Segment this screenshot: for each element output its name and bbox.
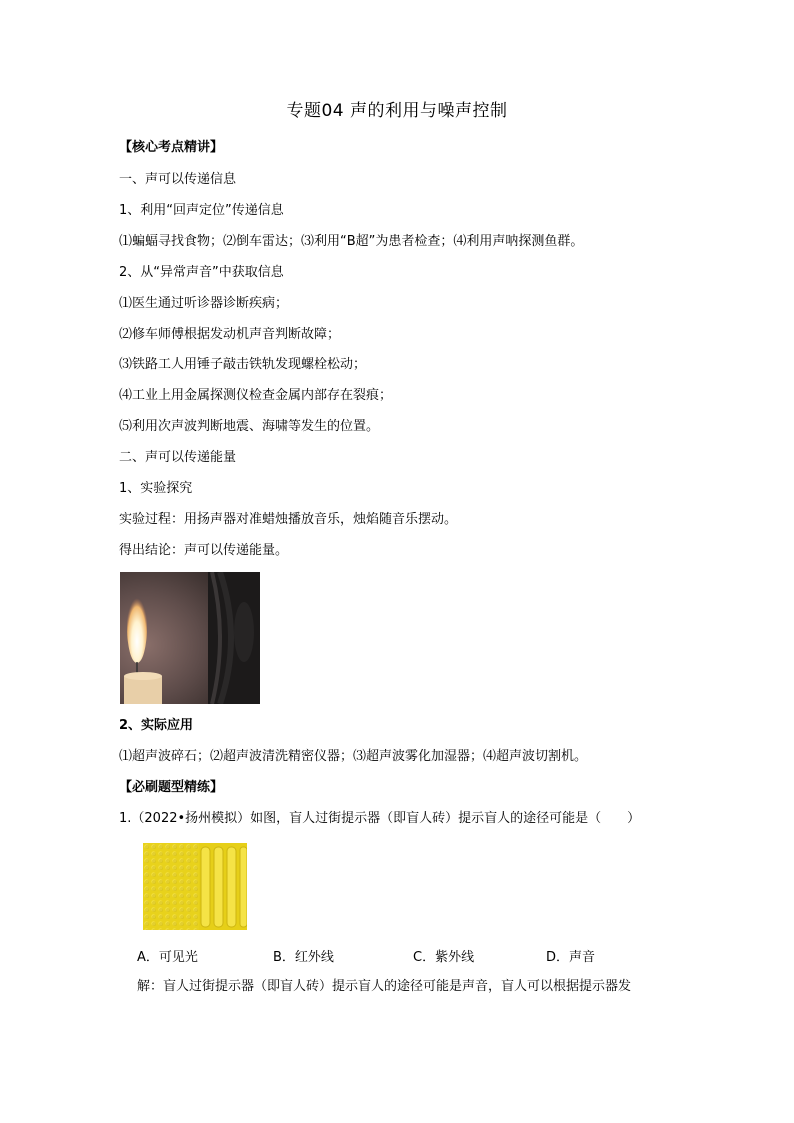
option-b: B．红外线 — [273, 950, 334, 965]
text-item-3: ⑶铁路工人用锤子敲击铁轨发现螺栓松动； — [119, 357, 367, 372]
text-application-list: ⑴超声波碎石；⑵超声波清洗精密仪器；⑶超声波雾化加湿器；⑷超声波切割机。 — [119, 749, 588, 764]
option-a: A．可见光 — [137, 950, 198, 965]
text-experiment-process: 实验过程：用扬声器对准蜡烛播放音乐，烛焰随音乐摆动。 — [119, 512, 458, 527]
text-experiment-conclusion: 得出结论：声可以传递能量。 — [119, 543, 289, 558]
question-1: 1.（2022•扬州模拟）如图，盲人过街提示器（即盲人砖）提示盲人的途径可能是（ ） — [119, 811, 641, 826]
candle-speaker-photo — [120, 572, 260, 704]
option-d: D．声音 — [546, 950, 596, 965]
option-c: C．紫外线 — [413, 950, 475, 965]
text-echo-examples: ⑴蝙蝠寻找食物；⑵倒车雷达；⑶利用“B超”为患者检查；⑷利用声呐探测鱼群。 — [119, 234, 584, 249]
page-title: 专题04 声的利用与噪声控制 — [286, 101, 508, 121]
subheading-echo: 1、利用“回声定位”传递信息 — [119, 203, 284, 218]
subheading-experiment: 1、实验探究 — [119, 481, 193, 496]
section-heading-core: 【核心考点精讲】 — [119, 140, 224, 155]
text-item-5: ⑸利用次声波判断地震、海啸等发生的位置。 — [119, 419, 380, 434]
solution-text: 解：盲人过街提示器（即盲人砖）提示盲人的途径可能是声音，盲人可以根据提示器发 — [137, 979, 632, 994]
heading-energy: 二、声可以传递能量 — [119, 450, 237, 465]
heading-info: 一、声可以传递信息 — [119, 172, 237, 187]
subheading-abnormal: 2、从“异常声音”中获取信息 — [119, 265, 284, 280]
text-item-1: ⑴医生通过听诊器诊断疾病； — [119, 296, 289, 311]
tactile-paving-photo — [143, 843, 247, 930]
text-item-4: ⑷工业上用金属探测仪检查金属内部存在裂痕； — [119, 388, 393, 403]
subheading-application: 2、实际应用 — [119, 718, 194, 733]
section-heading-practice: 【必刷题型精练】 — [119, 780, 224, 795]
text-item-2: ⑵修车师傅根据发动机声音判断故障； — [119, 327, 341, 342]
